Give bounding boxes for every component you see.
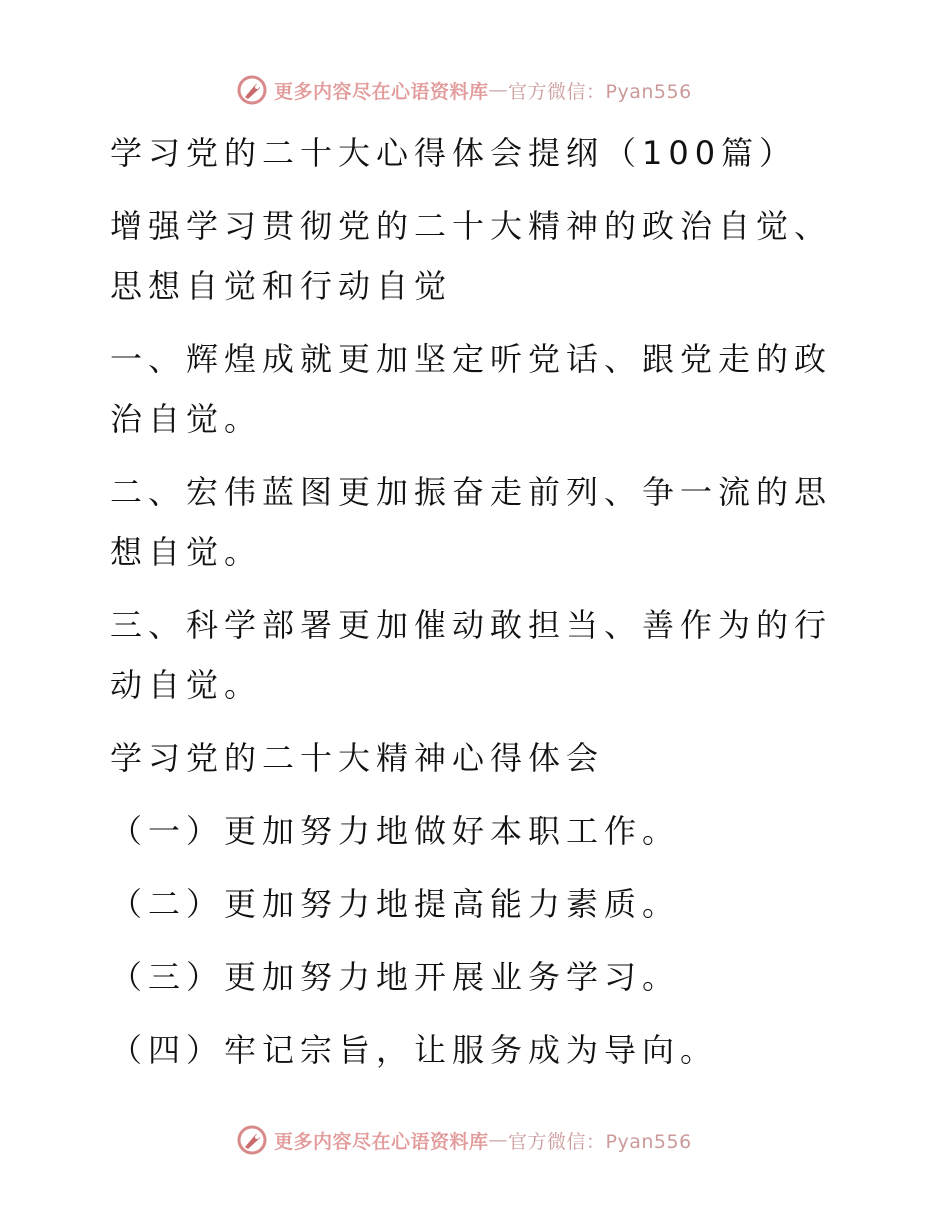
document-title: 学习党的二十大心得体会提纲（100篇） [110,134,798,172]
footer-watermark [236,1122,692,1158]
watermark-wechat-text: 官方微信：Pyan556 [508,1130,692,1153]
watermark-dash: — [488,1129,509,1151]
header-watermark [236,72,692,108]
watermark-dash: — [488,79,509,101]
pen-nib-logo-icon [236,74,268,106]
document-body [100,123,840,1093]
paragraph: 三、科学部署更加催动敢担当、善作为的行动自觉。 [110,606,833,704]
list-item: （四）牢记宗旨，让服务成为导向。 [110,1031,719,1069]
watermark-main-text: 更多内容尽在心语资料库 [274,1130,489,1153]
paragraph: 一、辉煌成就更加坚定听党话、跟党走的政治自觉。 [110,340,833,438]
pen-nib-logo-icon [236,1124,268,1156]
paragraph: 二、宏伟蓝图更加振奋走前列、争一流的思想自觉。 [110,473,833,571]
list-item: （一）更加努力地做好本职工作。 [110,812,681,850]
paragraph: 增强学习贯彻党的二十大精神的政治自觉、思想自觉和行动自觉 [110,207,833,305]
watermark-main-text: 更多内容尽在心语资料库 [274,80,489,103]
list-item: （三）更加努力地开展业务学习。 [110,958,681,996]
section-heading: 学习党的二十大精神心得体会 [110,739,605,777]
watermark-wechat-text: 官方微信：Pyan556 [508,80,692,103]
list-item: （二）更加努力地提高能力素质。 [110,885,681,923]
